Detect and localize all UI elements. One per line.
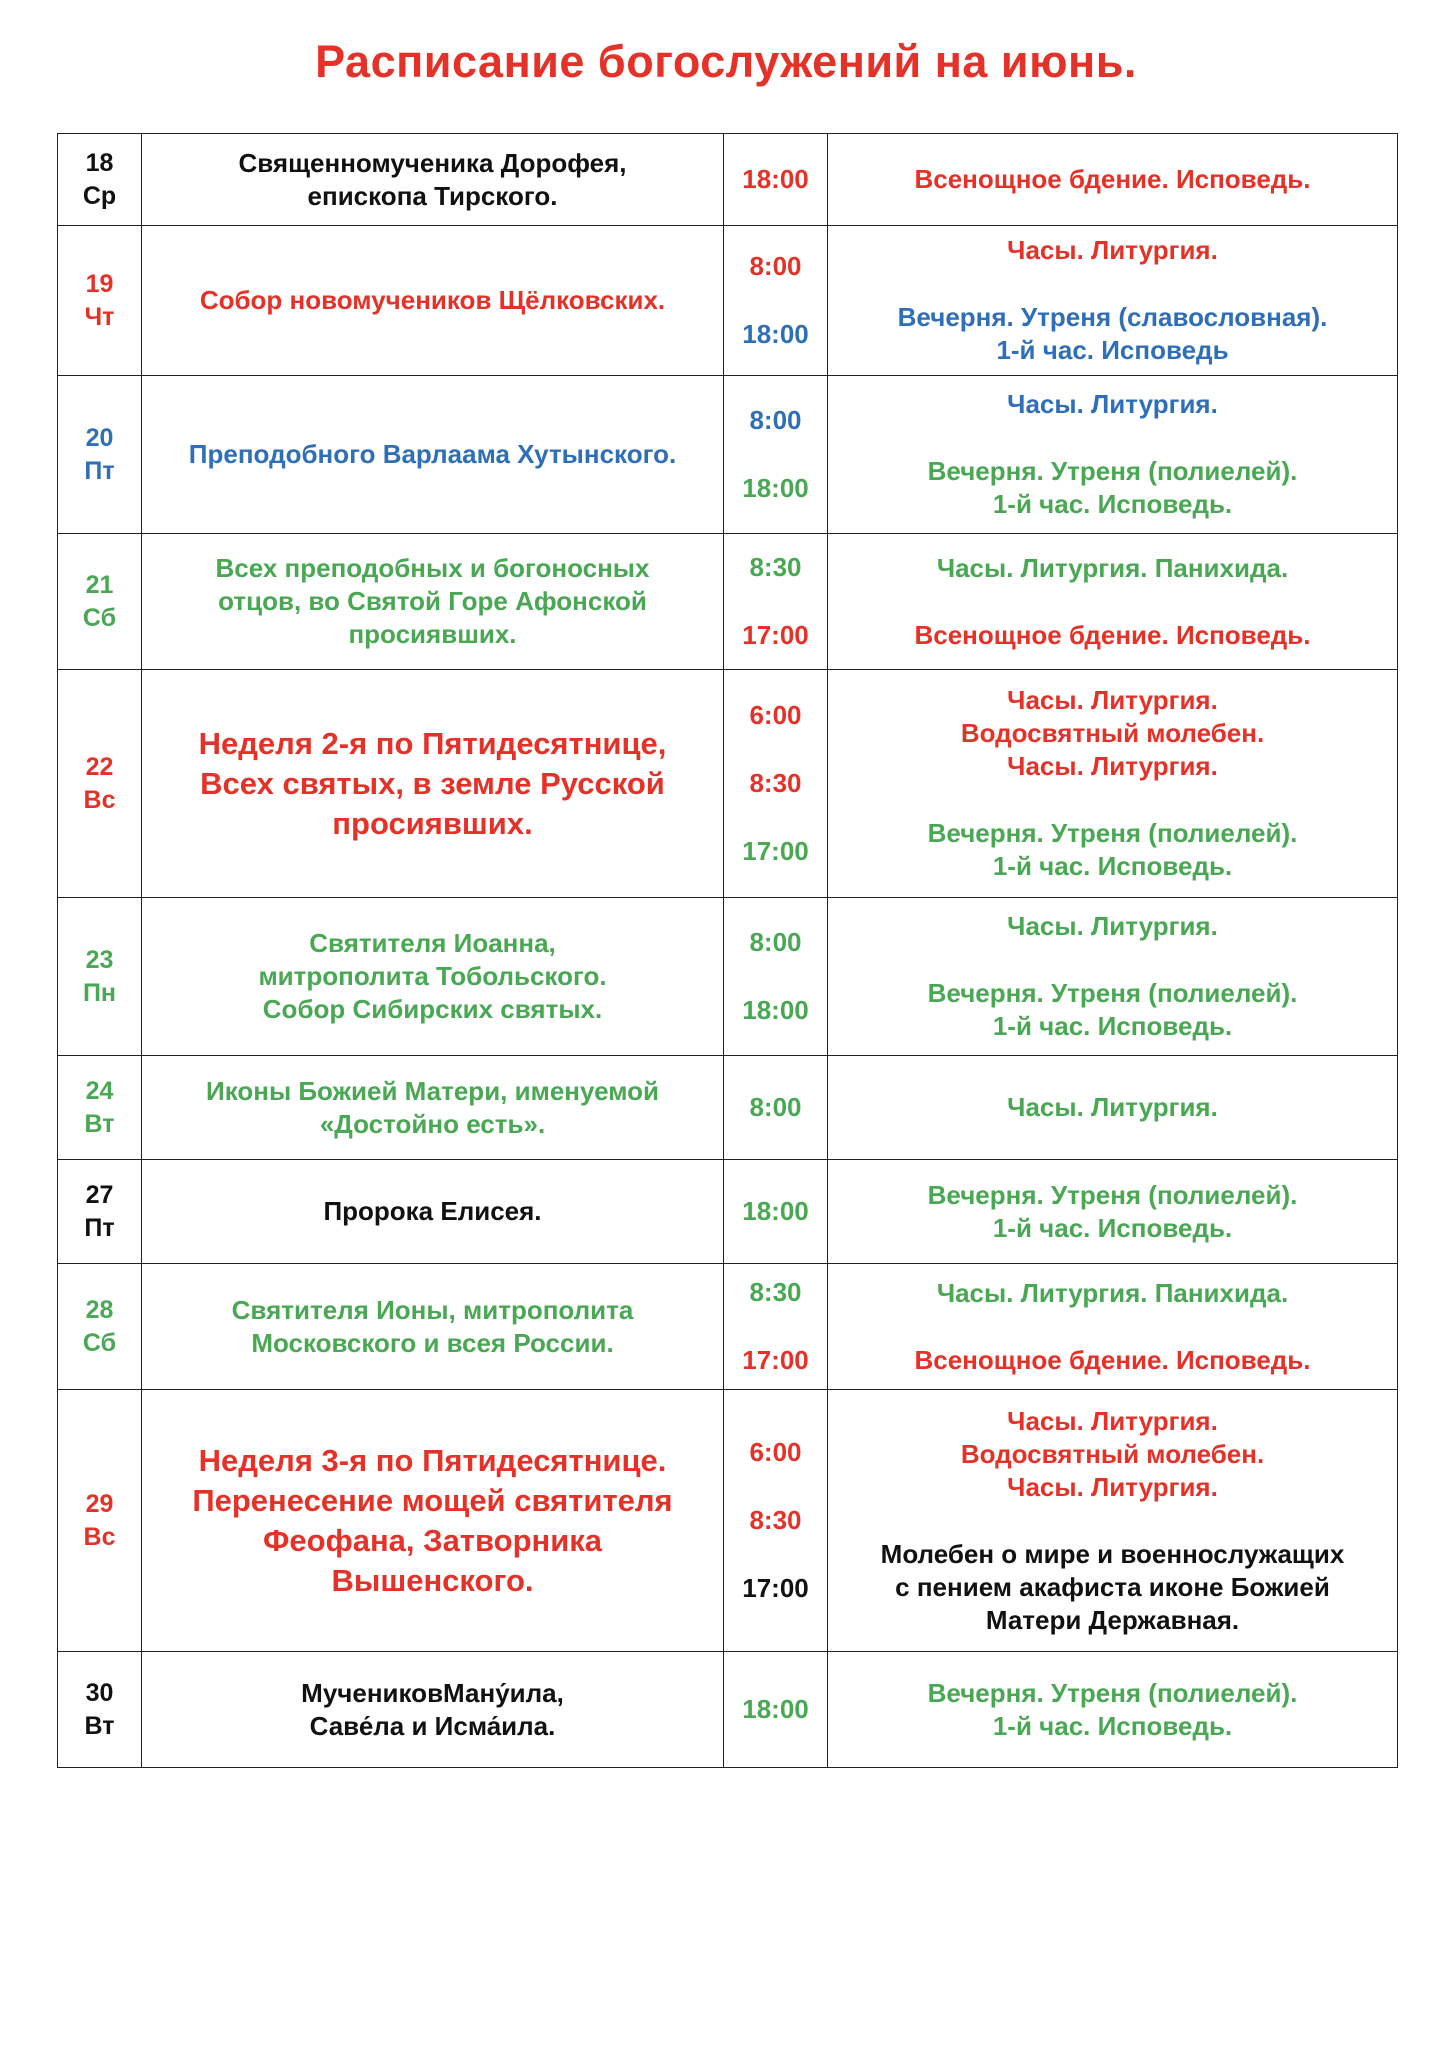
feast-name-line: Собор новомучеников Щёлковских. bbox=[199, 285, 666, 315]
schedule-row bbox=[58, 1652, 1398, 1768]
feast-name-line: Собор Сибирских святых. bbox=[262, 994, 603, 1024]
time-cell bbox=[724, 226, 828, 376]
service-line: Матери Державная. bbox=[985, 1604, 1240, 1635]
weekday-label: Ср bbox=[82, 181, 117, 210]
time-cell bbox=[724, 376, 828, 534]
feast-name-line: Неделя 3-я по Пятидесятнице. bbox=[198, 1442, 667, 1478]
feast-name-cell bbox=[142, 226, 724, 376]
day-cell bbox=[58, 1264, 142, 1390]
service-spacer bbox=[834, 1310, 1391, 1344]
service-time: 8:30 bbox=[749, 1505, 802, 1535]
service-time: 8:30 bbox=[749, 768, 802, 798]
service-cell bbox=[828, 376, 1398, 534]
feast-name-cell bbox=[142, 1160, 724, 1264]
service-line: 1-й час. Исповедь. bbox=[992, 1212, 1233, 1243]
service-spacer bbox=[834, 783, 1391, 817]
service-spacer bbox=[834, 421, 1391, 455]
service-cell bbox=[828, 226, 1398, 376]
service-line: 1-й час. Исповедь bbox=[996, 335, 1229, 365]
service-line: Водосвятный молебен. bbox=[960, 718, 1265, 748]
day-cell bbox=[58, 1652, 142, 1768]
feast-name-cell bbox=[142, 534, 724, 670]
feast-name-line: Феофана, Затворника bbox=[262, 1522, 603, 1558]
time-cell bbox=[724, 1056, 828, 1160]
weekday-label: Сб bbox=[82, 1328, 117, 1357]
feast-name-line: Преподобного Варлаама Хутынского. bbox=[188, 439, 677, 469]
day-cell bbox=[58, 534, 142, 670]
time-spacer bbox=[730, 584, 821, 619]
schedule-row bbox=[58, 226, 1398, 376]
day-cell bbox=[58, 376, 142, 534]
time-spacer bbox=[730, 800, 821, 835]
service-line: с пением акафиста иконе Божией bbox=[895, 1571, 1330, 1602]
time-spacer bbox=[730, 1309, 821, 1344]
feast-name-line: Вышенского. bbox=[331, 1562, 534, 1598]
service-line: Всенощное бдение. Исповедь. bbox=[914, 164, 1311, 194]
service-line: Водосвятный молебен. bbox=[960, 1438, 1265, 1469]
service-line: Всенощное бдение. Исповедь. bbox=[914, 1344, 1311, 1375]
service-time: 17:00 bbox=[742, 836, 809, 866]
day-cell bbox=[58, 1056, 142, 1160]
service-line: Вечерня. Утреня (полиелей). bbox=[927, 1677, 1298, 1708]
service-spacer bbox=[834, 267, 1391, 301]
date-number: 22 bbox=[85, 752, 114, 781]
service-spacer bbox=[834, 585, 1391, 619]
service-cell bbox=[828, 534, 1398, 670]
service-line: Часы. Литургия. bbox=[1007, 911, 1218, 941]
service-line: Вечерня. Утреня (полиелей). bbox=[927, 1179, 1298, 1210]
service-cell bbox=[828, 1390, 1398, 1652]
service-line: Вечерня. Утреня (полиелей). bbox=[927, 818, 1298, 848]
feast-name-line: Святителя Иоанна, bbox=[309, 928, 556, 958]
day-cell bbox=[58, 670, 142, 898]
service-line: Часы. Литургия. bbox=[1007, 751, 1218, 781]
service-line: Вечерня. Утреня (полиелей). bbox=[927, 456, 1298, 486]
service-time: 18:00 bbox=[742, 319, 809, 349]
service-line: Часы. Литургия. bbox=[1007, 1092, 1218, 1122]
service-line: Часы. Литургия. bbox=[1007, 1471, 1218, 1502]
schedule-row bbox=[58, 376, 1398, 534]
feast-name-line: Всех преподобных и богоносных bbox=[215, 553, 650, 583]
time-spacer bbox=[730, 283, 821, 318]
weekday-label: Пт bbox=[84, 1213, 115, 1242]
service-line: Всенощное бдение. Исповедь. bbox=[914, 619, 1311, 650]
service-time: 8:00 bbox=[749, 927, 802, 957]
time-cell bbox=[724, 1264, 828, 1390]
service-cell bbox=[828, 670, 1398, 898]
service-cell bbox=[828, 1264, 1398, 1390]
page-title: Расписание богослужений на июнь. bbox=[315, 36, 1137, 87]
service-line: Вечерня. Утреня (славословная). bbox=[897, 302, 1328, 332]
weekday-label: Вт bbox=[84, 1711, 115, 1740]
service-line: 1-й час. Исповедь. bbox=[992, 1011, 1233, 1041]
feast-name-cell bbox=[142, 1056, 724, 1160]
service-time: 6:00 bbox=[749, 700, 802, 730]
time-cell bbox=[724, 1390, 828, 1652]
schedule-row bbox=[58, 134, 1398, 226]
date-number: 28 bbox=[85, 1295, 114, 1324]
weekday-label: Чт bbox=[84, 302, 115, 331]
feast-name-cell bbox=[142, 670, 724, 898]
feast-name-line: Неделя 2-я по Пятидесятнице, bbox=[198, 725, 667, 761]
feast-name-cell bbox=[142, 898, 724, 1056]
service-line: Часы. Литургия. bbox=[1007, 235, 1218, 265]
feast-name-line: отцов, во Святой Горе Афонской bbox=[218, 586, 647, 616]
feast-name-line: Московского и всея России. bbox=[251, 1327, 614, 1358]
time-spacer bbox=[730, 959, 821, 994]
schedule-row bbox=[58, 1160, 1398, 1264]
service-time: 8:30 bbox=[749, 1277, 802, 1307]
service-line: Часы. Литургия. bbox=[1007, 1405, 1218, 1436]
service-line: Вечерня. Утреня (полиелей). bbox=[927, 978, 1298, 1008]
time-spacer bbox=[730, 437, 821, 472]
service-time: 18:00 bbox=[742, 1694, 809, 1724]
day-cell bbox=[58, 1160, 142, 1264]
time-spacer bbox=[730, 732, 821, 767]
schedule-table bbox=[57, 133, 1398, 1768]
feast-name-cell bbox=[142, 1652, 724, 1768]
service-line: Молебен о мире и военнослужащих bbox=[880, 1538, 1345, 1569]
service-time: 17:00 bbox=[742, 1345, 809, 1375]
day-cell bbox=[58, 1390, 142, 1652]
feast-name-line: митрополита Тобольского. bbox=[258, 961, 607, 991]
feast-name-line: Пророка Елисея. bbox=[323, 1196, 542, 1226]
date-number: 18 bbox=[85, 148, 114, 177]
time-cell bbox=[724, 1652, 828, 1768]
time-cell bbox=[724, 1160, 828, 1264]
service-time: 6:00 bbox=[749, 1437, 802, 1467]
service-time: 17:00 bbox=[742, 620, 809, 650]
service-time: 18:00 bbox=[742, 164, 809, 194]
service-spacer bbox=[834, 1504, 1391, 1538]
feast-name-line: просиявших. bbox=[348, 619, 517, 649]
service-cell bbox=[828, 1652, 1398, 1768]
feast-name-line: просиявших. bbox=[332, 805, 533, 841]
feast-name-line: Священномученика Дорофея, bbox=[238, 147, 627, 178]
date-number: 29 bbox=[85, 1489, 114, 1518]
service-cell bbox=[828, 898, 1398, 1056]
weekday-label: Пн bbox=[82, 978, 117, 1007]
feast-name-line: Иконы Божией Матери, именуемой bbox=[206, 1075, 659, 1106]
service-time: 18:00 bbox=[742, 995, 809, 1025]
service-spacer bbox=[834, 943, 1391, 977]
weekday-label: Сб bbox=[82, 603, 117, 632]
feast-name-cell bbox=[142, 376, 724, 534]
time-cell bbox=[724, 670, 828, 898]
schedule-row bbox=[58, 1390, 1398, 1652]
service-time: 8:00 bbox=[749, 1092, 802, 1122]
schedule-row bbox=[58, 898, 1398, 1056]
feast-name-cell bbox=[142, 1264, 724, 1390]
feast-name-line: МучениковМану́ила, bbox=[301, 1677, 564, 1708]
date-number: 27 bbox=[85, 1180, 114, 1209]
service-line: 1-й час. Исповедь. bbox=[992, 489, 1233, 519]
feast-name-line: «Достойно есть». bbox=[319, 1108, 546, 1139]
time-cell bbox=[724, 134, 828, 226]
schedule-row bbox=[58, 670, 1398, 898]
service-line: 1-й час. Исповедь. bbox=[992, 851, 1233, 881]
date-number: 21 bbox=[85, 570, 114, 599]
service-time: 8:00 bbox=[749, 405, 802, 435]
weekday-label: Пт bbox=[84, 456, 115, 485]
service-line: Часы. Литургия. bbox=[1007, 685, 1218, 715]
service-cell bbox=[828, 1160, 1398, 1264]
service-cell bbox=[828, 134, 1398, 226]
time-cell bbox=[724, 898, 828, 1056]
day-cell bbox=[58, 134, 142, 226]
weekday-label: Вс bbox=[83, 785, 116, 814]
feast-name-line: епископа Тирского. bbox=[307, 180, 558, 211]
service-time: 8:30 bbox=[749, 552, 802, 582]
service-cell bbox=[828, 1056, 1398, 1160]
service-time: 8:00 bbox=[749, 251, 802, 281]
service-time: 17:00 bbox=[742, 1573, 809, 1603]
feast-name-cell bbox=[142, 1390, 724, 1652]
schedule-row bbox=[58, 1264, 1398, 1390]
date-number: 19 bbox=[85, 269, 114, 298]
weekday-label: Вс bbox=[83, 1522, 116, 1551]
feast-name-line: Саве́ла и Исма́ила. bbox=[309, 1710, 556, 1741]
date-number: 20 bbox=[85, 423, 114, 452]
date-number: 24 bbox=[85, 1076, 114, 1105]
service-line: Часы. Литургия. Панихида. bbox=[936, 552, 1289, 583]
weekday-label: Вт bbox=[84, 1109, 115, 1138]
date-number: 23 bbox=[85, 945, 114, 974]
service-line: Часы. Литургия. Панихида. bbox=[936, 1277, 1289, 1308]
time-spacer bbox=[730, 1469, 821, 1504]
service-line: Часы. Литургия. bbox=[1007, 389, 1218, 419]
feast-name-line: Святителя Ионы, митрополита bbox=[231, 1294, 634, 1325]
time-cell bbox=[724, 534, 828, 670]
schedule-row bbox=[58, 534, 1398, 670]
day-cell bbox=[58, 898, 142, 1056]
feast-name-cell bbox=[142, 134, 724, 226]
service-line: 1-й час. Исповедь. bbox=[992, 1710, 1233, 1741]
schedule-row bbox=[58, 1056, 1398, 1160]
service-time: 18:00 bbox=[742, 473, 809, 503]
time-spacer bbox=[730, 1537, 821, 1572]
schedule-body bbox=[58, 134, 1398, 1768]
feast-name-line: Перенесение мощей святителя bbox=[192, 1482, 673, 1518]
service-time: 18:00 bbox=[742, 1196, 809, 1226]
feast-name-line: Всех святых, в земле Русской bbox=[200, 765, 665, 801]
day-cell bbox=[58, 226, 142, 376]
date-number: 30 bbox=[85, 1678, 114, 1707]
